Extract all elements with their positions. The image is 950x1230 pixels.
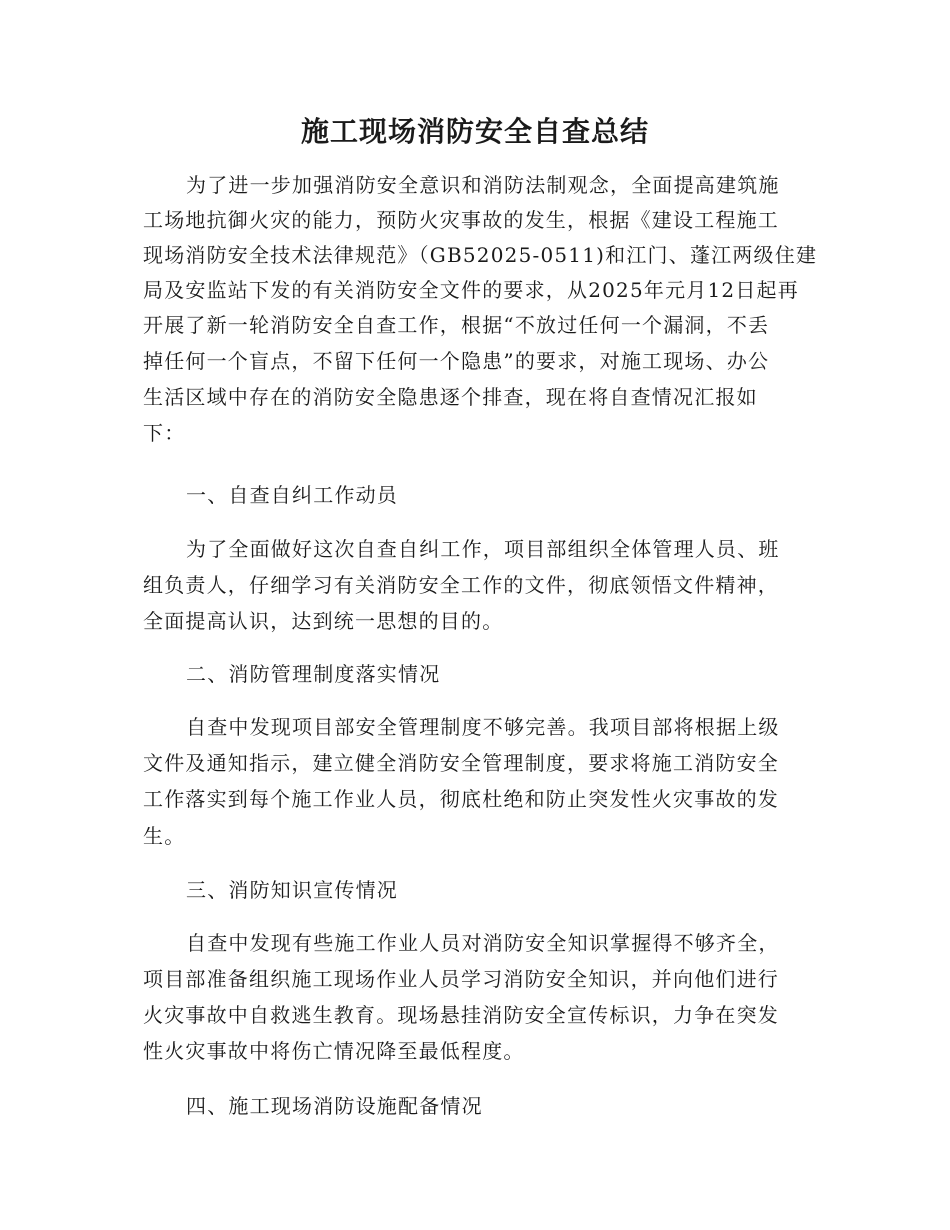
paragraph-line: 生。 [143, 824, 186, 848]
paragraph-line: 火灾事故中自救逃生教育。现场悬挂消防安全宣传标识，力争在突发 [143, 1003, 779, 1027]
paragraph-line: 局及安监站下发的有关消防安全文件的要求，从2025年元月12日起再 [143, 278, 799, 302]
section-heading: 三、消防知识宣传情况 [186, 878, 398, 902]
paragraph-line: 全面提高认识，达到统一思想的目的。 [143, 609, 504, 633]
section-heading: 四、施工现场消防设施配备情况 [186, 1094, 483, 1118]
paragraph-line: 文件及通知指示，建立健全消防安全管理制度，要求将施工消防安全 [143, 751, 779, 775]
paragraph-line: 掉任何一个盲点，不留下任何一个隐患”的要求，对施工现场、办公 [143, 349, 770, 373]
document-title: 施工现场消防安全自查总结 [300, 115, 649, 148]
paragraph-line: 下： [143, 421, 186, 445]
paragraph-line: 工场地抗御火灾的能力，预防火灾事故的发生，根据《建设工程施工 [143, 208, 779, 232]
paragraph-line: 工作落实到每个施工作业人员，彻底杜绝和防止突发性火灾事故的发 [143, 787, 779, 811]
paragraph-line: 自查中发现项目部安全管理制度不够完善。我项目部将根据上级 [186, 715, 780, 739]
paragraph-line: 现场消防安全技术法律规范》（GB52025-0511)和江门、蓬江两级住建 [143, 243, 818, 267]
section-heading: 一、自查自纠工作动员 [186, 483, 398, 507]
paragraph-line: 组负责人，仔细学习有关消防安全工作的文件，彻底领悟文件精神， [143, 573, 779, 597]
paragraph-line: 为了全面做好这次自查自纠工作，项目部组织全体管理人员、班 [186, 537, 780, 561]
paragraph-line: 自查中发现有些施工作业人员对消防安全知识掌握得不够齐全， [186, 931, 780, 955]
paragraph-line: 项目部准备组织施工现场作业人员学习消防安全知识，并向他们进行 [143, 967, 779, 991]
paragraph-line: 为了进一步加强消防安全意识和消防法制观念，全面提高建筑施 [186, 173, 780, 197]
paragraph-line: 性火灾事故中将伤亡情况降至最低程度。 [143, 1039, 525, 1063]
paragraph-line: 开展了新一轮消防安全自查工作，根据“不放过任何一个漏洞，不丢 [143, 313, 770, 337]
section-heading: 二、消防管理制度落实情况 [186, 662, 441, 686]
paragraph-line: 生活区域中存在的消防安全隐患逐个排查，现在将自查情况汇报如 [143, 385, 758, 409]
